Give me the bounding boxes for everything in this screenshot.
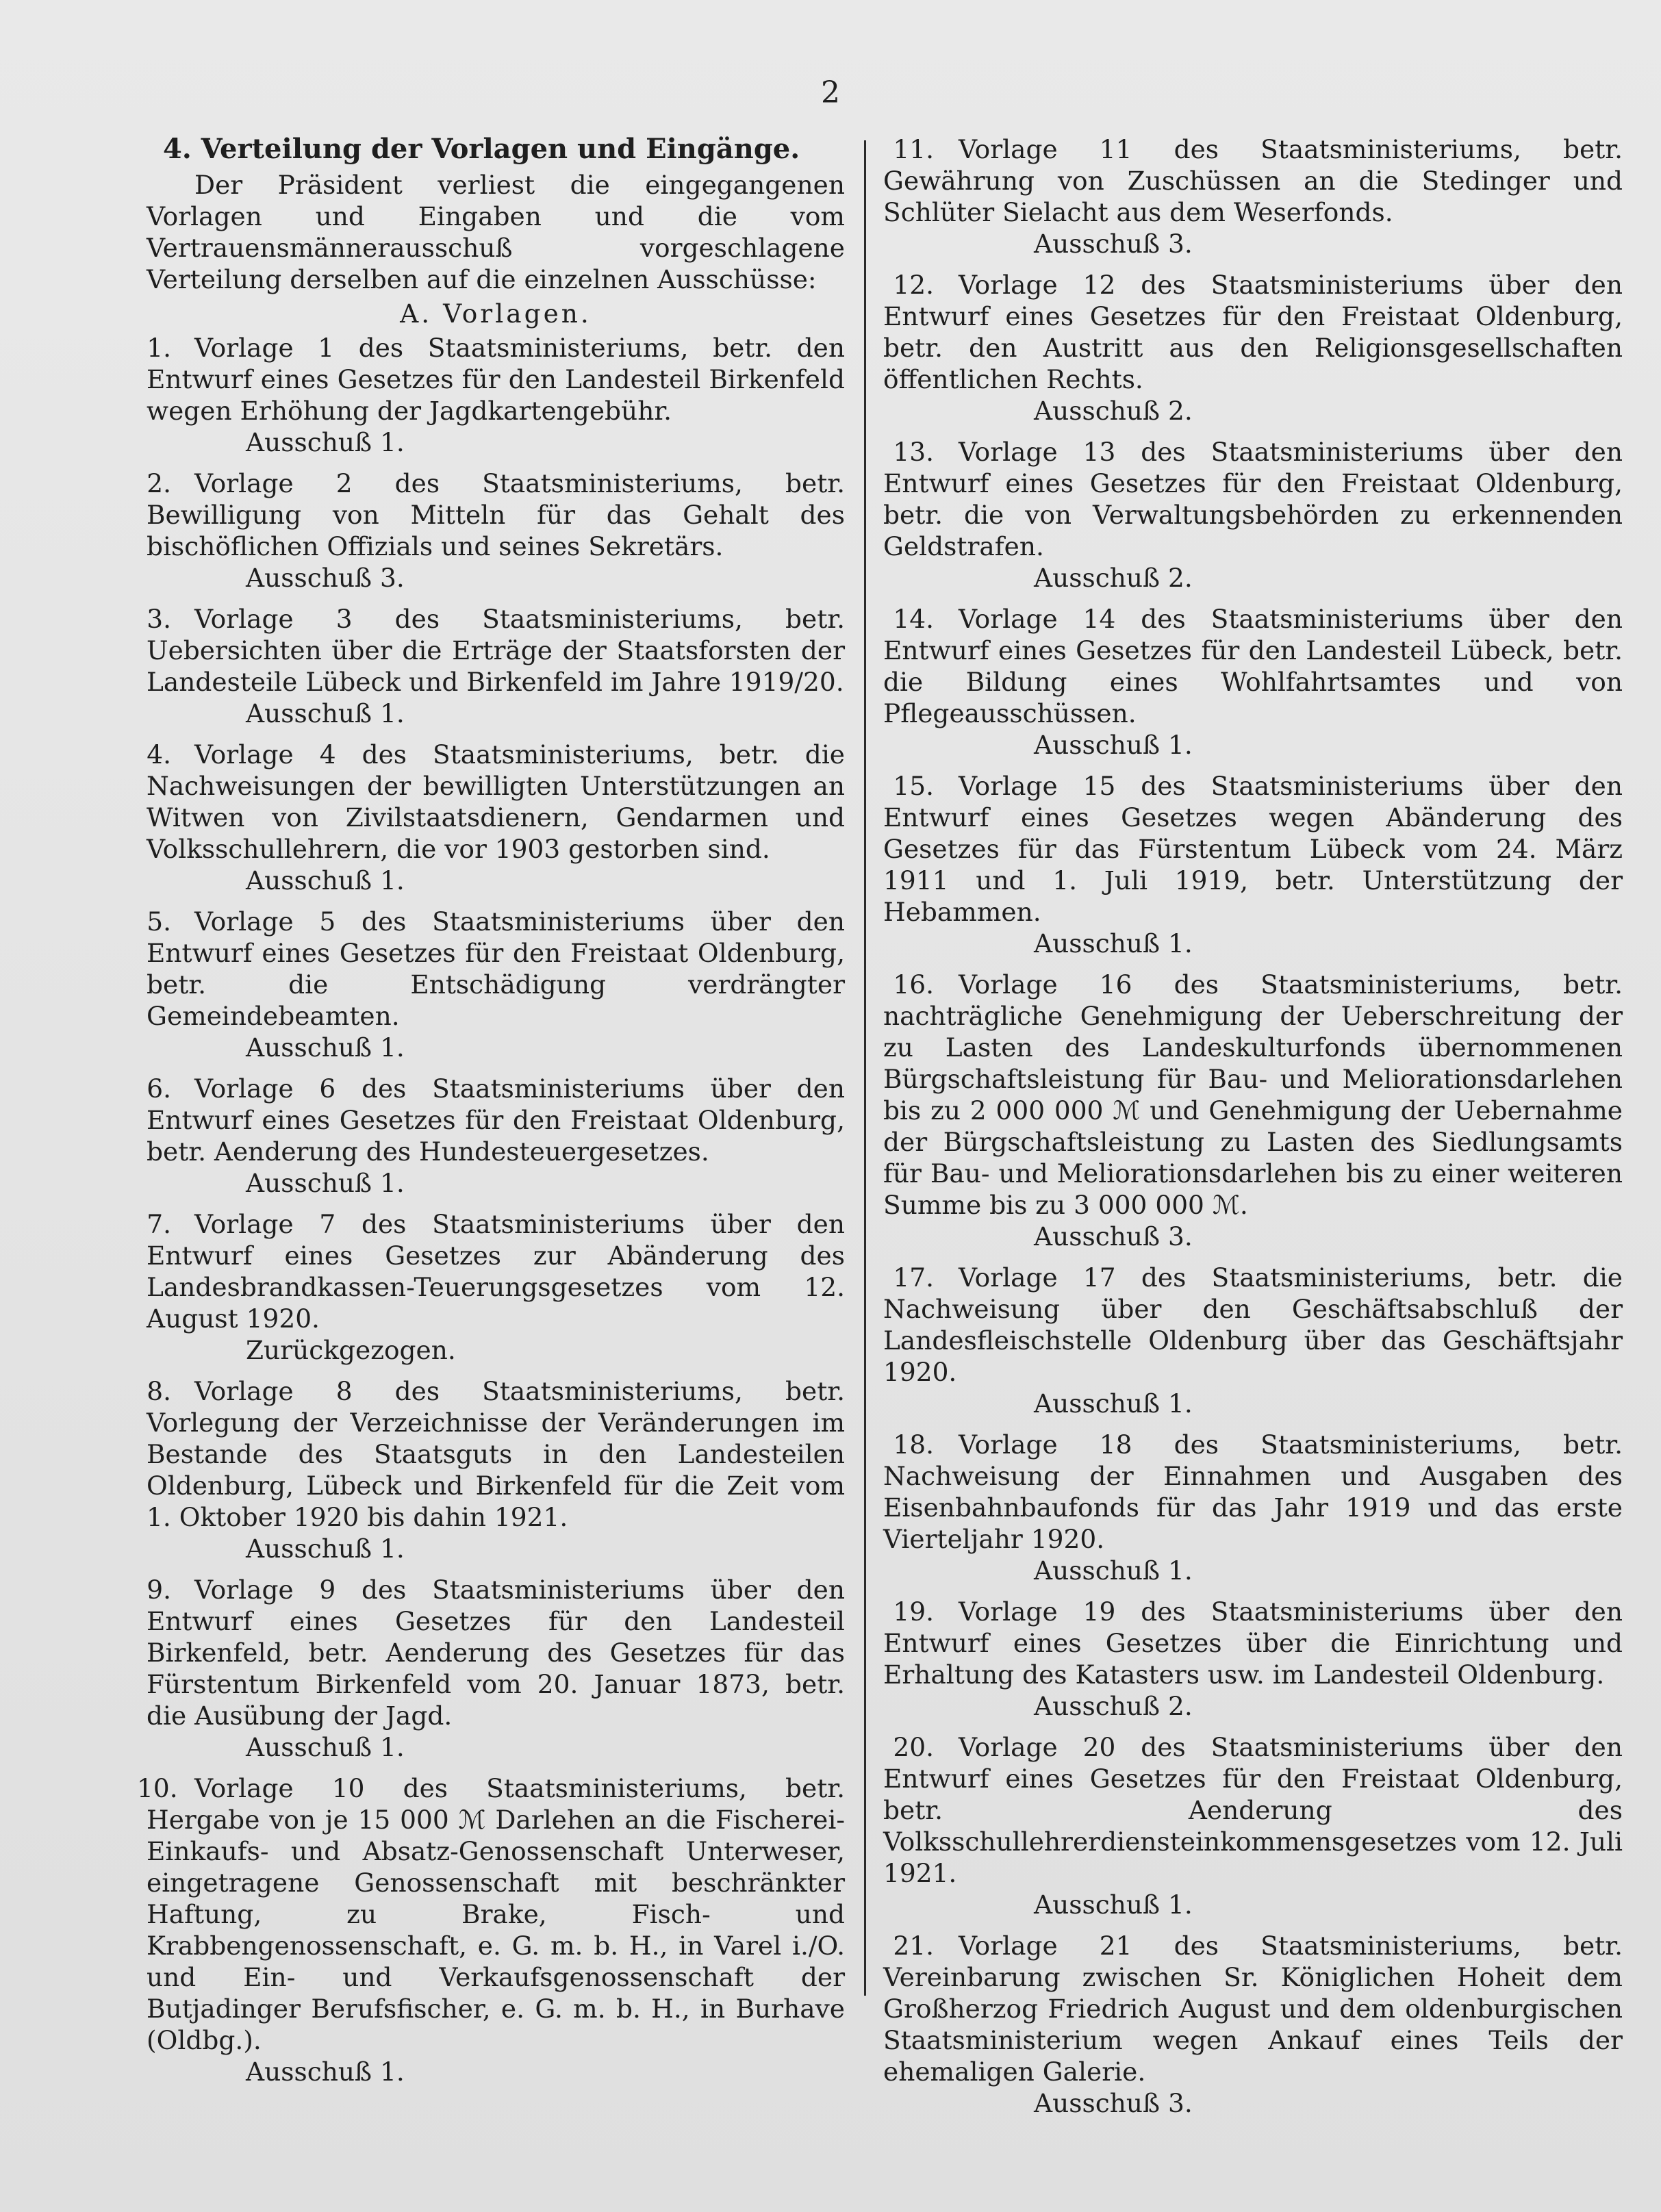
list-item xyxy=(883,1731,1623,1920)
item-committee: Ausschuß 3. xyxy=(1034,2088,1193,2118)
list-item xyxy=(147,1375,845,1564)
item-number: 4. xyxy=(147,739,171,770)
item-paragraph xyxy=(883,269,1623,395)
item-paragraph xyxy=(883,603,1623,729)
section-heading: 4. Verteilung der Vorlagen und Eingänge. xyxy=(163,133,800,165)
list-item xyxy=(147,1073,845,1199)
right-column xyxy=(883,134,1623,2128)
item-paragraph xyxy=(883,1429,1623,1555)
item-paragraph xyxy=(137,1772,845,2056)
list-item xyxy=(147,906,845,1063)
item-committee: Ausschuß 1. xyxy=(1034,1890,1193,1920)
item-paragraph xyxy=(883,1262,1623,1388)
item-committee: Ausschuß 2. xyxy=(1034,1691,1193,1721)
item-committee: Ausschuß 2. xyxy=(1034,563,1193,593)
item-text: Vorlage 5 des Staatsministeriums über den Entwurf eines Gesetzes für den Freistaat Oldenburg, betr. die Entschädigung verdrängter Gemeindebeamten. xyxy=(147,906,845,1031)
item-number: 1. xyxy=(147,333,171,363)
item-number: 20. xyxy=(893,1732,934,1762)
item-committee: Ausschuß 1. xyxy=(1034,928,1193,958)
item-number: 14. xyxy=(893,604,934,634)
item-committee: Ausschuß 1. xyxy=(246,1168,405,1198)
item-committee: Ausschuß 1. xyxy=(246,2057,405,2087)
list-item xyxy=(147,468,845,594)
item-text: Vorlage 9 des Staatsministeriums über den Entwurf eines Gesetzes für den Landesteil Birkenfeld, betr. Aenderung des Gesetzes für das Fürstentum Birkenfeld vom 20. Januar 1873, betr. die Ausübung der Jagd. xyxy=(147,1575,845,1731)
list-item xyxy=(147,332,845,458)
item-paragraph xyxy=(147,1574,845,1731)
item-number: 7. xyxy=(147,1209,171,1239)
list-item xyxy=(883,1930,1623,2119)
item-number: 5. xyxy=(147,906,171,937)
list-item xyxy=(883,770,1623,959)
item-committee: Ausschuß 3. xyxy=(246,563,405,593)
item-text: Vorlage 11 des Staatsministeriums, betr. Gewährung von Zuschüssen an die Stedinger und Schlüter Sielacht aus dem Weserfonds. xyxy=(883,134,1623,227)
item-paragraph xyxy=(883,1596,1623,1690)
item-paragraph xyxy=(883,1731,1623,1889)
item-text: Vorlage 1 des Staatsministeriums, betr. den Entwurf eines Gesetzes für den Landesteil Birkenfeld wegen Erhöhung der Jagdkartengebühr. xyxy=(147,333,845,426)
item-paragraph xyxy=(883,770,1623,928)
list-item xyxy=(883,969,1623,1252)
list-item xyxy=(147,603,845,729)
item-paragraph xyxy=(147,603,845,698)
item-number: 6. xyxy=(147,1073,171,1104)
item-text: Vorlage 15 des Staatsministeriums über den Entwurf eines Gesetzes wegen Abänderung des Gesetzes für das Fürstentum Lübeck vom 24. März 1911 und 1. Juli 1919, betr. Unterstützung der Hebammen. xyxy=(883,771,1623,927)
item-number: 19. xyxy=(893,1597,934,1627)
right-item-list xyxy=(883,134,1623,2119)
item-text: Vorlage 7 des Staatsministeriums über den Entwurf eines Gesetzes zur Abänderung des Landesbrandkassen-Teuerungsgesetzes vom 12. August 1920. xyxy=(147,1209,845,1334)
left-item-list xyxy=(137,332,845,2087)
list-item xyxy=(883,269,1623,427)
item-paragraph xyxy=(883,1930,1623,2087)
item-committee: Ausschuß 1. xyxy=(246,1032,405,1063)
item-text: Vorlage 4 des Staatsministeriums, betr. die Nachweisungen der bewilligten Unterstützungen an Witwen von Zivilstaatsdienern, Gendarmen und Volksschullehrern, die vor 1903 gestorben sind. xyxy=(147,739,845,864)
item-paragraph xyxy=(147,739,845,865)
item-paragraph xyxy=(883,436,1623,562)
item-text: Vorlage 10 des Staatsministeriums, betr. Hergabe von je 15 000 ℳ Darlehen an die Fischerei-Einkaufs- und Absatz-Genossenschaft Unterweser, eingetragene Genossenschaft mit beschränkter Haftung, zu Brake, Fisch- und Krabbengenossenschaft, e. G. m. b. H., in Varel i./O. und Ein- und Verkaufsgenossenschaft der Butjadinger Berufsfischer, e. G. m. b. H., in Burhave (Oldbg.). xyxy=(147,1773,845,2055)
item-committee: Ausschuß 2. xyxy=(1034,396,1193,426)
item-number: 10. xyxy=(137,1773,178,1803)
item-committee: Ausschuß 1. xyxy=(1034,1555,1193,1586)
column-divider xyxy=(864,140,866,1996)
list-item xyxy=(147,1208,845,1366)
item-text: Vorlage 13 des Staatsministeriums über den Entwurf eines Gesetzes für den Freistaat Oldenburg, betr. die von Verwaltungsbehörden zu erkennenden Geldstrafen. xyxy=(883,437,1623,561)
item-text: Vorlage 8 des Staatsministeriums, betr. Vorlegung der Verzeichnisse der Veränderungen im Bestande des Staatsguts in den Landesteilen Oldenburg, Lübeck und Birkenfeld für die Zeit vom 1. Oktober 1920 bis dahin 1921. xyxy=(147,1376,845,1532)
item-number: 2. xyxy=(147,468,171,498)
list-item xyxy=(147,1574,845,1763)
item-text: Vorlage 2 des Staatsministeriums, betr. Bewilligung von Mitteln für das Gehalt des bischöflichen Offizials und seines Sekretärs. xyxy=(147,468,845,561)
item-text: Vorlage 18 des Staatsministeriums, betr. Nachweisung der Einnahmen und Ausgaben des Eisenbahnbaufonds für das Jahr 1919 und das erste Vierteljahr 1920. xyxy=(883,1429,1623,1554)
list-item xyxy=(137,1772,845,2087)
item-text: Vorlage 12 des Staatsministeriums über den Entwurf eines Gesetzes für den Freistaat Oldenburg, betr. den Austritt aus den Religionsgesellschaften öffentlichen Rechts. xyxy=(883,270,1623,394)
list-item xyxy=(883,1262,1623,1419)
item-paragraph xyxy=(883,969,1623,1221)
subheading-vorlagen: A. Vorlagen. xyxy=(400,298,592,329)
item-text: Vorlage 6 des Staatsministeriums über den Entwurf eines Gesetzes für den Freistaat Oldenburg, betr. Aenderung des Hundesteuergesetzes. xyxy=(147,1073,845,1167)
list-item xyxy=(883,1429,1623,1586)
item-committee: Ausschuß 1. xyxy=(1034,730,1193,760)
item-committee: Ausschuß 1. xyxy=(246,698,405,728)
list-item xyxy=(883,436,1623,594)
item-number: 8. xyxy=(147,1376,171,1406)
item-text: Vorlage 14 des Staatsministeriums über den Entwurf eines Gesetzes für den Landesteil Lübeck, betr. die Bildung eines Wohlfahrtsamtes und von Pflegeausschüssen. xyxy=(883,604,1623,728)
item-paragraph xyxy=(147,1073,845,1167)
item-paragraph xyxy=(147,906,845,1032)
item-text: Vorlage 3 des Staatsministeriums, betr. Uebersichten über die Erträge der Staatsforsten der Landesteile Lübeck und Birkenfeld im Jahre 1919/20. xyxy=(147,604,845,697)
list-item xyxy=(883,134,1623,259)
item-number: 3. xyxy=(147,604,171,634)
item-committee: Ausschuß 3. xyxy=(1034,229,1193,259)
item-paragraph xyxy=(147,1208,845,1334)
item-number: 18. xyxy=(893,1429,934,1460)
item-number: 9. xyxy=(147,1575,171,1605)
item-number: 15. xyxy=(893,771,934,801)
item-number: 17. xyxy=(893,1262,934,1293)
item-committee: Ausschuß 3. xyxy=(1034,1221,1193,1251)
item-paragraph xyxy=(883,134,1623,228)
item-number: 21. xyxy=(893,1931,934,1961)
list-item xyxy=(883,603,1623,761)
left-column xyxy=(137,133,845,2097)
item-text: Vorlage 16 des Staatsministeriums, betr. nachträgliche Genehmigung der Ueberschreitung der zu Lasten des Landeskulturfonds übernommenen Bürgschaftsleistung für Bau- und Meliorationsdarlehen bis zu 2 000 000 ℳ und Genehmigung der Uebernahme der Bürgschaftsleistung zu Lasten des Siedlungsamts für Bau- und Meliorationsdarlehen bis zu einer weiteren Summe bis zu 3 000 000 ℳ. xyxy=(883,969,1623,1220)
list-item xyxy=(147,739,845,896)
intro-paragraph: Der Präsident verliest die eingegangenen Vorlagen und Eingaben und die vom Vertrauensmännerausschuß vorgeschlagene Verteilung derselben auf die einzelnen Ausschüsse: xyxy=(147,170,845,294)
item-committee: Ausschuß 1. xyxy=(1034,1388,1193,1419)
item-text: Vorlage 20 des Staatsministeriums über den Entwurf eines Gesetzes für den Freistaat Oldenburg, betr. Aenderung des Volksschullehrerdiensteinkommensgesetzes vom 12. Juli 1921. xyxy=(883,1732,1623,1888)
item-text: Vorlage 17 des Staatsministeriums, betr. die Nachweisung über den Geschäftsabschluß der Landesfleischstelle Oldenburg über das Geschäftsjahr 1920. xyxy=(883,1262,1623,1387)
item-paragraph xyxy=(147,332,845,427)
item-committee: Ausschuß 1. xyxy=(246,1534,405,1564)
item-number: 13. xyxy=(893,437,934,467)
item-committee: Zurückgezogen. xyxy=(246,1335,456,1365)
item-number: 12. xyxy=(893,270,934,300)
list-item xyxy=(883,1596,1623,1722)
item-number: 11. xyxy=(893,134,934,164)
item-paragraph xyxy=(147,1375,845,1533)
item-text: Vorlage 21 des Staatsministeriums, betr. Vereinbarung zwischen Sr. Königlichen Hoheit dem Großherzog Friedrich August und dem oldenburgischen Staatsministerium wegen Ankauf eines Teils der ehemaligen Galerie. xyxy=(883,1931,1623,2087)
item-text: Vorlage 19 des Staatsministeriums über den Entwurf eines Gesetzes über die Einrichtung und Erhaltung des Katasters usw. im Landesteil Oldenburg. xyxy=(883,1597,1623,1690)
item-committee: Ausschuß 1. xyxy=(246,1732,405,1762)
page-number: 2 xyxy=(821,75,840,110)
item-committee: Ausschuß 1. xyxy=(246,865,405,895)
item-paragraph xyxy=(147,468,845,562)
item-committee: Ausschuß 1. xyxy=(246,427,405,457)
item-number: 16. xyxy=(893,969,934,1000)
